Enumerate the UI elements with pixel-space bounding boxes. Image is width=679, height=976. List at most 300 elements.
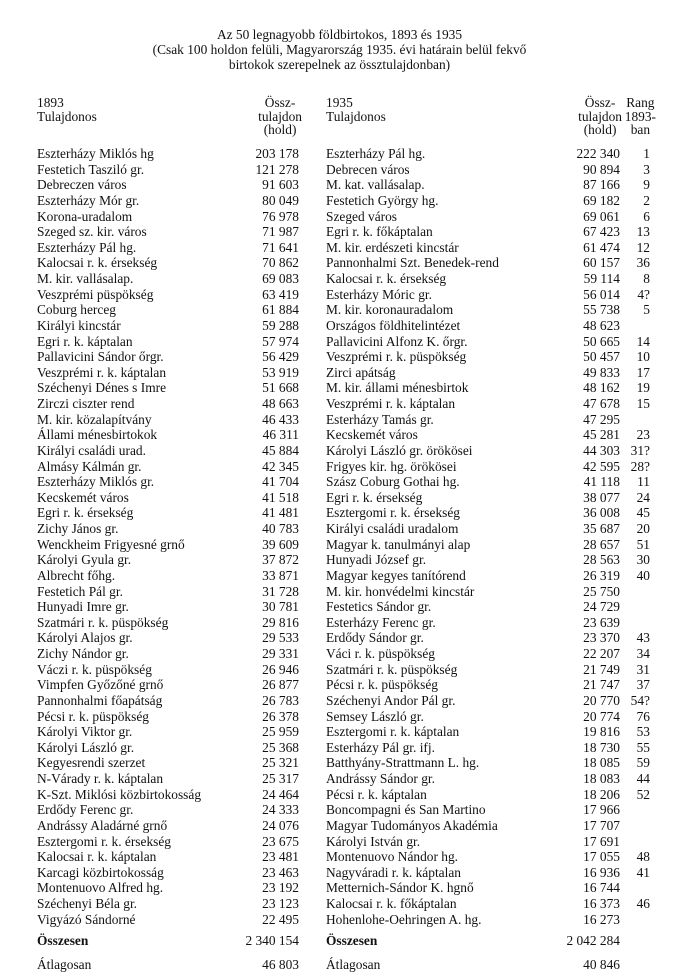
rank-1893-value: 52 (636, 786, 650, 802)
total-label: Összesen (37, 933, 89, 949)
table-row (37, 880, 299, 896)
table-row (326, 459, 650, 475)
area-value: 37 872 (262, 552, 299, 568)
rank-1893-value: 1 (643, 146, 650, 161)
owner-name: Veszprémi r. k. püspökség (326, 349, 467, 365)
owner-name: Szász Coburg Gothai hg. (326, 474, 460, 490)
area-value: 61 884 (262, 302, 299, 318)
owner-name: Korona-uradalom (37, 208, 133, 224)
area-value: 71 641 (262, 239, 299, 255)
owner-name: Szatmári r. k. püspökség (326, 661, 458, 677)
table-row (326, 490, 650, 506)
owner-name: Állami ménesbirtokok (37, 427, 158, 443)
table-row (37, 818, 299, 834)
owner-name: Szeged város (326, 208, 398, 224)
owner-name: Esterházy Ferenc gr. (326, 614, 436, 630)
table-row (326, 693, 650, 709)
header-year-1893: 1893 (37, 95, 64, 110)
table-row (326, 787, 650, 803)
table-row (37, 240, 299, 256)
owner-name: N-Várady r. k. káptalan (37, 771, 164, 786)
area-value: 49 833 (583, 364, 620, 380)
rank-1893-value: 76 (636, 708, 650, 724)
header-year-1935: 1935 (326, 95, 353, 110)
owner-name: Váczi r. k. püspökség (37, 661, 152, 677)
owner-name: Széchenyi Andor Pál gr. (326, 692, 456, 708)
owner-name: Coburg herceg (37, 302, 116, 318)
owner-name: Debrecen város (326, 161, 410, 177)
owner-name: Esterházy Pál gr. ifj. (326, 739, 435, 755)
owner-name: Montenuovo Nándor hg. (326, 849, 459, 865)
average-label: Átlagosan (326, 957, 381, 973)
area-value: 18 085 (583, 755, 620, 771)
area-value: 23 192 (262, 880, 299, 896)
table-row (37, 740, 299, 756)
owner-name: Andrássy Aladárné grnő (37, 817, 168, 833)
rank-1893-value: 9 (643, 177, 650, 193)
area-value: 23 675 (262, 833, 299, 849)
owner-name: Egri r. k. káptalan (37, 333, 133, 349)
owner-name: M. kat. vallásalap. (326, 177, 425, 193)
rank-1893-value: 20 (636, 521, 650, 536)
rank-1893-value: 28? (630, 458, 650, 474)
owner-name: Kecskemét város (326, 427, 418, 443)
rank-1893-value: 54? (630, 692, 650, 708)
table-row (326, 505, 650, 521)
table-row (37, 615, 299, 631)
owner-name: Kalocsai r. k. főkáptalan (326, 896, 457, 911)
table-row (37, 365, 299, 381)
area-value: 42 345 (262, 458, 299, 474)
table-row (37, 334, 299, 350)
owner-name: Hohenlohe-Oehringen A. hg. (326, 911, 482, 927)
rank-1893-value: 6 (643, 208, 650, 224)
area-value: 70 862 (262, 255, 299, 271)
area-value: 17 966 (583, 802, 620, 818)
table-1935 (326, 95, 656, 976)
table-row (37, 224, 299, 240)
owner-name: Országos földhitelintézet (326, 317, 461, 333)
table-row (326, 224, 650, 240)
owner-name: Veszprémi püspökség (37, 286, 154, 302)
table-1893 (37, 95, 302, 976)
table-row (37, 443, 299, 459)
rank-1893-value: 46 (636, 896, 650, 911)
table-row (37, 349, 299, 365)
area-value: 31 728 (262, 583, 299, 599)
owner-name: Királyi kincstár (37, 317, 121, 333)
area-value: 60 157 (583, 255, 620, 271)
area-value: 17 055 (583, 849, 620, 865)
header-area-line-2: tulajdon (578, 108, 622, 124)
table-row (37, 834, 299, 850)
area-value: 69 061 (583, 208, 620, 224)
owner-name: Erdődy Ferenc gr. (37, 802, 134, 818)
owner-name: Pécsi r. k. püspökség (37, 708, 149, 724)
average-row-1893 (37, 954, 299, 976)
table-1893-header (37, 95, 302, 146)
table-row (37, 474, 299, 490)
table-row (326, 443, 650, 459)
header-1893-area (258, 96, 302, 137)
owner-name: Eszterházy Pál hg. (37, 239, 137, 255)
rank-1893-value: 8 (643, 271, 650, 286)
table-row (326, 724, 650, 740)
table-row (37, 755, 299, 771)
table-row (326, 240, 650, 256)
table-row (37, 505, 299, 521)
owner-name: Károlyi Alajos gr. (37, 630, 133, 646)
table-row (326, 380, 650, 396)
table-row (37, 709, 299, 725)
rank-1893-value: 13 (636, 224, 650, 240)
area-value: 44 303 (583, 442, 620, 458)
table-row (37, 459, 299, 475)
area-value: 48 162 (583, 380, 620, 396)
owner-name: Széchenyi Dénes s Imre (37, 380, 167, 396)
table-row (37, 662, 299, 678)
area-value: 16 373 (583, 896, 620, 911)
area-value: 38 077 (583, 489, 620, 505)
table-row (37, 693, 299, 709)
table-row (326, 615, 650, 631)
owner-name: Andrássy Sándor gr. (326, 771, 435, 786)
area-value: 26 319 (583, 567, 620, 583)
table-row (37, 193, 299, 209)
table-row (326, 146, 650, 162)
table-row (326, 584, 650, 600)
rank-1893-value: 3 (643, 161, 650, 177)
area-value: 46 433 (262, 411, 299, 427)
table-row (326, 396, 650, 412)
owner-name: M. kir. vallásalap. (37, 271, 134, 286)
owner-name: Károlyi László gr. örökösei (326, 442, 473, 458)
header-owner-label: Tulajdonos (326, 108, 386, 124)
total-row-1935 (326, 930, 650, 952)
area-value: 48 663 (262, 396, 299, 411)
table-row (326, 865, 650, 881)
area-value: 222 340 (576, 146, 620, 161)
owner-name: Eszterházy Mór gr. (37, 192, 140, 208)
owner-name: Károlyi István gr. (326, 833, 421, 849)
area-value: 26 946 (262, 661, 299, 677)
table-row (326, 365, 650, 381)
area-value: 22 207 (583, 646, 620, 661)
owner-name: Kalocsai r. k. érsekség (326, 271, 447, 286)
area-value: 41 481 (262, 505, 299, 521)
area-value: 29 533 (262, 630, 299, 646)
area-value: 16 744 (583, 880, 620, 896)
table-row (37, 380, 299, 396)
owner-name: Esztergomi r. k. érsekség (37, 833, 171, 849)
owner-name: M. kir. honvédelmi kincstár (326, 583, 475, 599)
owner-name: Vigyázó Sándorné (37, 911, 136, 927)
area-value: 45 884 (262, 442, 299, 458)
area-value: 39 609 (262, 536, 299, 552)
average-label: Átlagosan (37, 957, 92, 973)
table-row (326, 662, 650, 678)
table-row (326, 302, 650, 318)
area-value: 36 008 (583, 505, 620, 521)
owner-name: Zirczi ciszter rend (37, 396, 135, 411)
owner-name: Pannonhalmi Szt. Benedek-rend (326, 255, 499, 271)
owner-name: Kegyesrendi szerzet (37, 755, 146, 771)
owner-name: Metternich-Sándor K. hgnő (326, 880, 474, 896)
table-title (0, 28, 679, 72)
table-row (37, 896, 299, 912)
area-value: 30 781 (262, 599, 299, 615)
table-row (37, 599, 299, 615)
table-row (37, 630, 299, 646)
table-row (326, 802, 650, 818)
area-value: 69 083 (262, 271, 299, 286)
area-value: 25 959 (262, 724, 299, 740)
area-value: 47 678 (583, 396, 620, 411)
area-value: 29 331 (262, 646, 299, 661)
table-row (326, 271, 650, 287)
table-row (326, 599, 650, 615)
rank-1893-value: 43 (636, 630, 650, 646)
area-value: 33 871 (262, 567, 299, 583)
table-row (326, 412, 650, 428)
owner-name: Frigyes kir. hg. örökösei (326, 458, 457, 474)
area-value: 63 419 (262, 286, 299, 302)
area-value: 23 639 (583, 614, 620, 630)
rank-1893-value: 15 (636, 396, 650, 411)
total-row-1893 (37, 930, 299, 952)
area-value: 24 729 (583, 599, 620, 615)
owner-name: Királyi családi urad. (37, 442, 146, 458)
owner-name: Semsey László gr. (326, 708, 424, 724)
owner-name: Egri r. k. érsekség (326, 489, 423, 505)
area-value: 26 877 (262, 677, 299, 693)
table-row (326, 474, 650, 490)
area-value: 41 118 (583, 474, 620, 490)
owner-name: Pannonhalmi főapátság (37, 692, 163, 708)
owner-name: Eszterházy Miklós gr. (37, 474, 155, 490)
area-value: 46 311 (262, 427, 299, 443)
area-value: 16 273 (583, 911, 620, 927)
rank-1893-value: 45 (636, 505, 650, 521)
header-rank-line-3: ban (630, 122, 651, 138)
rank-1893-value: 48 (636, 849, 650, 865)
table-row (326, 740, 650, 756)
owner-name: Wenckheim Frigyesné grnő (37, 536, 185, 552)
table-row (326, 255, 650, 271)
owner-name: Pécsi r. k. káptalan (326, 786, 427, 802)
table-row (37, 568, 299, 584)
table-row (326, 646, 650, 662)
owner-name: Szatmári r. k. püspökség (37, 614, 169, 630)
area-value: 17 707 (583, 817, 620, 833)
area-value: 45 281 (583, 427, 620, 443)
area-value: 51 668 (262, 380, 299, 396)
owner-name: Kecskemét város (37, 489, 129, 505)
area-value: 50 457 (583, 349, 620, 365)
area-value: 19 816 (583, 724, 620, 740)
area-value: 53 919 (262, 364, 299, 380)
total-value: 2 042 284 (566, 933, 620, 949)
owner-name: K-Szt. Miklósi közbirtokosság (37, 786, 202, 802)
table-row (37, 521, 299, 537)
owner-name: Magyar k. tanulmányi alap (326, 536, 471, 552)
header-rank-line-1: Rang (626, 95, 655, 110)
table-row (37, 146, 299, 162)
owner-name: Almásy Kálmán gr. (37, 458, 142, 474)
owner-name: Veszprémi r. k. káptalan (326, 396, 456, 411)
owner-name: Festetics Sándor gr. (326, 599, 432, 615)
area-value: 20 774 (583, 708, 620, 724)
owner-name: M. kir. erdészeti kincstár (326, 239, 459, 255)
table-row (326, 209, 650, 225)
table-row (326, 537, 650, 553)
area-value: 17 691 (583, 833, 620, 849)
average-value: 40 846 (583, 957, 620, 973)
owner-name: Boncompagni és San Martino (326, 802, 486, 818)
table-row (326, 771, 650, 787)
table-row (326, 568, 650, 584)
owner-name: Albrecht főhg. (37, 567, 116, 583)
area-value: 90 894 (583, 161, 620, 177)
rank-1893-value: 2 (643, 192, 650, 208)
area-value: 41 518 (262, 489, 299, 505)
owner-name: Esztergomi r. k. érsekség (326, 505, 460, 521)
table-row (37, 584, 299, 600)
table-row (326, 349, 650, 365)
rank-1893-value: 34 (636, 646, 650, 661)
area-value: 20 770 (583, 692, 620, 708)
area-value: 24 464 (262, 786, 299, 802)
rank-1893-value: 36 (636, 255, 650, 271)
owner-name: Vimpfen Győzőné grnő (37, 677, 164, 693)
owner-name: Esterházy Tamás gr. (326, 411, 434, 427)
table-row (37, 771, 299, 787)
area-value: 28 563 (583, 552, 620, 568)
table-1935-header (326, 95, 656, 146)
area-value: 18 083 (583, 771, 620, 786)
area-value: 35 687 (583, 521, 620, 536)
table-1893-rows (37, 146, 299, 927)
area-value: 25 321 (262, 755, 299, 771)
table-row (37, 271, 299, 287)
table-row (37, 912, 299, 928)
table-row (37, 802, 299, 818)
total-label: Összesen (326, 933, 378, 949)
rank-1893-value: 53 (636, 724, 650, 740)
average-value: 46 803 (262, 957, 299, 973)
area-value: 48 623 (583, 317, 620, 333)
table-row (37, 490, 299, 506)
owner-name: Esterházy Móric gr. (326, 286, 432, 302)
table-row (326, 912, 650, 928)
area-value: 25 317 (262, 771, 299, 786)
table-row (326, 834, 650, 850)
header-area-line-1: Össz- (584, 95, 616, 110)
area-value: 61 474 (583, 239, 620, 255)
rank-1893-value: 24 (636, 489, 650, 505)
title-line-2: (Csak 100 holdon felüli, Magyarország 1935. évi határain belül fekvő (152, 41, 527, 57)
table-row (37, 849, 299, 865)
area-value: 23 370 (583, 630, 620, 646)
owner-name: Egri r. k. érsekség (37, 505, 134, 521)
area-value: 21 747 (583, 677, 620, 693)
table-row (326, 521, 650, 537)
area-value: 59 288 (262, 317, 299, 333)
owner-name: Eszterházy Miklós hg (37, 146, 154, 161)
table-row (37, 396, 299, 412)
table-row (326, 677, 650, 693)
area-value: 47 295 (583, 411, 620, 427)
owner-name: Magyar Tudományos Akadémia (326, 817, 498, 833)
owner-name: Nagyváradi r. k. káptalan (326, 864, 461, 880)
table-row (37, 318, 299, 334)
table-row (37, 865, 299, 881)
rank-1893-value: 17 (636, 364, 650, 380)
table-row (326, 427, 650, 443)
header-area-line-3: (hold) (583, 122, 617, 138)
owner-name: M. kir. közalapítvány (37, 411, 152, 427)
rank-1893-value: 10 (636, 349, 650, 365)
owner-name: Debreczen város (37, 177, 127, 193)
table-row (326, 193, 650, 209)
header-1935-rank (625, 96, 656, 137)
area-value: 67 423 (583, 224, 620, 240)
table-row (37, 209, 299, 225)
table-row (37, 255, 299, 271)
table-row (326, 880, 650, 896)
area-value: 24 333 (262, 802, 299, 818)
table-row (37, 427, 299, 443)
table-row (326, 318, 650, 334)
header-1893-owner (37, 96, 97, 123)
owner-name: Batthyány-Strattmann L. hg. (326, 755, 480, 771)
owner-name: Váci r. k. püspökség (326, 646, 435, 661)
area-value: 28 657 (583, 536, 620, 552)
area-value: 18 730 (583, 739, 620, 755)
area-value: 23 463 (262, 864, 299, 880)
area-value: 23 481 (262, 849, 299, 865)
owner-name: Magyar kegyes tanítórend (326, 567, 466, 583)
owner-name: Pécsi r. k. püspökség (326, 677, 438, 693)
rank-1893-value: 4? (637, 286, 650, 302)
owner-name: Esztergomi r. k. káptalan (326, 724, 460, 740)
owner-name: Pallavicini Alfonz K. őrgr. (326, 333, 468, 349)
owner-name: Festetich Tasziló gr. (37, 161, 145, 177)
rank-1893-value: 19 (636, 380, 650, 396)
rank-1893-value: 59 (636, 755, 650, 771)
owner-name: Károlyi Gyula gr. (37, 552, 132, 568)
owner-name: Szeged sz. kir. város (37, 224, 147, 240)
rank-1893-value: 41 (636, 864, 650, 880)
owner-name: Hunyadi József gr. (326, 552, 427, 568)
owner-name: Montenuovo Alfred hg. (37, 880, 164, 896)
rank-1893-value: 51 (636, 536, 650, 552)
owner-name: Zichy János gr. (37, 521, 119, 536)
table-row (37, 646, 299, 662)
table-row (37, 302, 299, 318)
area-value: 55 738 (583, 302, 620, 318)
owner-name: Eszterházy Pál hg. (326, 146, 426, 161)
rank-1893-value: 31? (630, 442, 650, 458)
area-value: 29 816 (262, 614, 299, 630)
table-row (326, 755, 650, 771)
area-value: 59 114 (583, 271, 620, 286)
area-value: 24 076 (262, 817, 299, 833)
table-row (326, 818, 650, 834)
area-value: 56 429 (262, 349, 299, 365)
table-row (37, 287, 299, 303)
owner-name: Zichy Nándor gr. (37, 646, 129, 661)
